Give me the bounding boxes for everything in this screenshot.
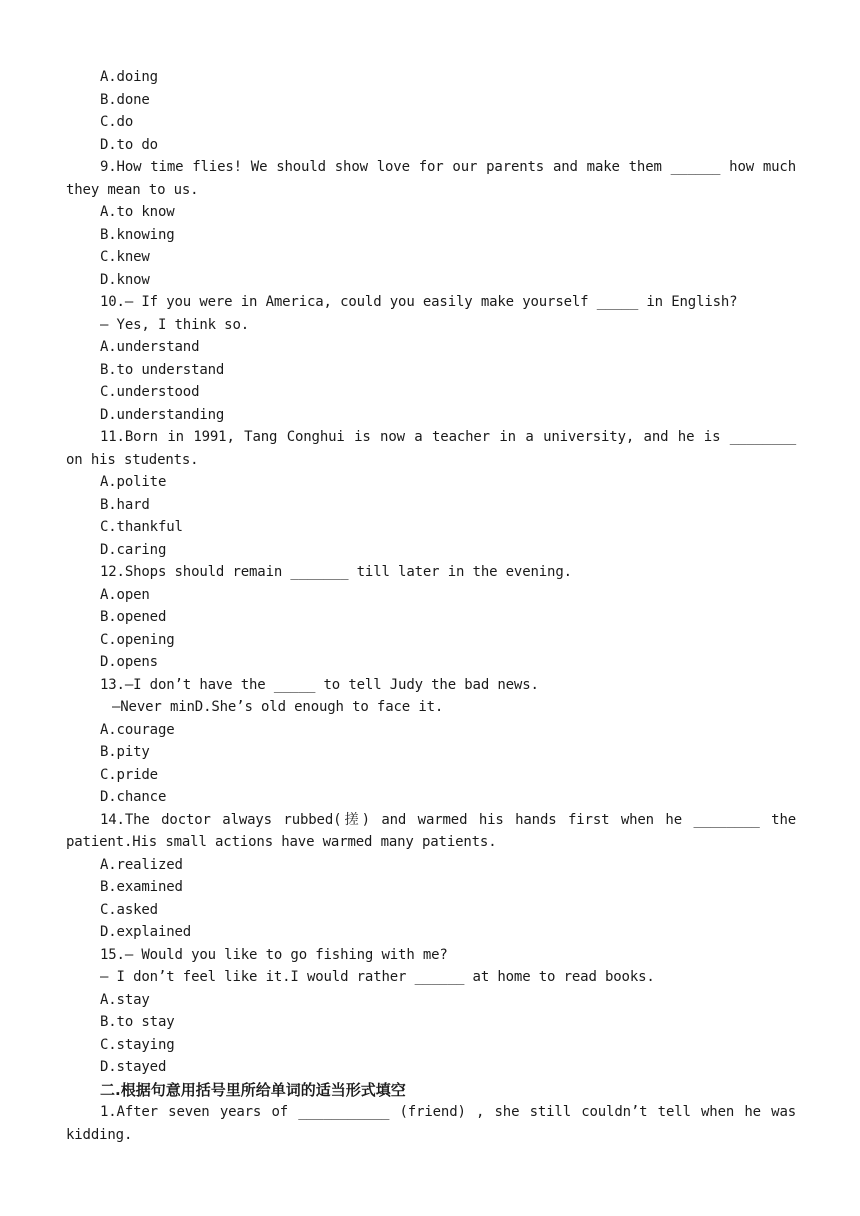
section-2-heading: 二.根据句意用括号里所给单词的适当形式填空 bbox=[100, 1081, 406, 1099]
q14-option-d: D.explained bbox=[100, 924, 192, 940]
q11-option-a: A.polite bbox=[100, 474, 167, 490]
q11-option-b: B.hard bbox=[100, 497, 150, 513]
q12-option-c: C.opening bbox=[100, 632, 175, 648]
q10-option-d: D.understanding bbox=[100, 407, 225, 423]
q15-option-d: D.stayed bbox=[100, 1059, 167, 1075]
q13-option-d: D.chance bbox=[100, 789, 167, 805]
q13-option-a: A.courage bbox=[100, 722, 175, 738]
q8-option-b: B.done bbox=[100, 92, 150, 108]
q12-option-d: D.opens bbox=[100, 654, 158, 670]
q15-stem-line1: 15.— Would you like to go fishing with me? bbox=[100, 947, 448, 963]
q15-stem-line2: — I don’t feel like it.I would rather ______ at home to read books. bbox=[100, 969, 655, 985]
q10-option-b: B.to understand bbox=[100, 362, 225, 378]
q13-stem-line1: 13.—I don’t have the _____ to tell Judy the bad news. bbox=[100, 677, 539, 693]
q11-option-d: D.caring bbox=[100, 542, 167, 558]
q10-stem-line1: 10.— If you were in America, could you easily make yourself _____ in English? bbox=[100, 294, 738, 310]
q15-option-c: C.staying bbox=[100, 1037, 175, 1053]
q14-option-c: C.asked bbox=[100, 902, 158, 918]
q12-stem-line1: 12.Shops should remain _______ till later in the evening. bbox=[100, 564, 572, 580]
q10-stem-line2: — Yes, I think so. bbox=[100, 317, 250, 333]
q14-stem-line1: 14.The doctor always rubbed(搓) and warmed his hands first when he ________ the bbox=[100, 812, 796, 828]
q9-option-d: D.know bbox=[100, 272, 150, 288]
q14-option-a: A.realized bbox=[100, 857, 183, 873]
q11-option-c: C.thankful bbox=[100, 519, 183, 535]
q13-stem-line2: —Never minD.She’s old enough to face it. bbox=[112, 699, 444, 715]
q15-option-a: A.stay bbox=[100, 992, 150, 1008]
q8-option-d: D.to do bbox=[100, 137, 158, 153]
q15-option-b: B.to stay bbox=[100, 1014, 175, 1030]
q13-option-c: C.pride bbox=[100, 767, 158, 783]
q11-stem-line2: on his students. bbox=[66, 452, 199, 468]
q11-stem-line1: 11.Born in 1991, Tang Conghui is now a teacher in a university, and he is ________ bbox=[100, 429, 796, 445]
q9-option-b: B.knowing bbox=[100, 227, 175, 243]
q13-option-b: B.pity bbox=[100, 744, 150, 760]
section-2-q1-line2: kidding. bbox=[66, 1127, 133, 1143]
section-2-q1-line1: 1.After seven years of ___________ (friend) , she still couldn’t tell when he was bbox=[100, 1104, 796, 1120]
q12-option-b: B.opened bbox=[100, 609, 167, 625]
q9-option-c: C.knew bbox=[100, 249, 150, 265]
q10-option-a: A.understand bbox=[100, 339, 200, 355]
q14-stem-line2: patient.His small actions have warmed many patients. bbox=[66, 834, 497, 850]
q8-option-c: C.do bbox=[100, 114, 134, 130]
q9-stem-line1: 9.How time flies! We should show love for our parents and make them ______ how much bbox=[100, 159, 796, 175]
q12-option-a: A.open bbox=[100, 587, 150, 603]
q9-option-a: A.to know bbox=[100, 204, 175, 220]
q8-option-a: A.doing bbox=[100, 69, 158, 85]
q14-option-b: B.examined bbox=[100, 879, 183, 895]
q9-stem-line2: they mean to us. bbox=[66, 182, 199, 198]
q10-option-c: C.understood bbox=[100, 384, 200, 400]
